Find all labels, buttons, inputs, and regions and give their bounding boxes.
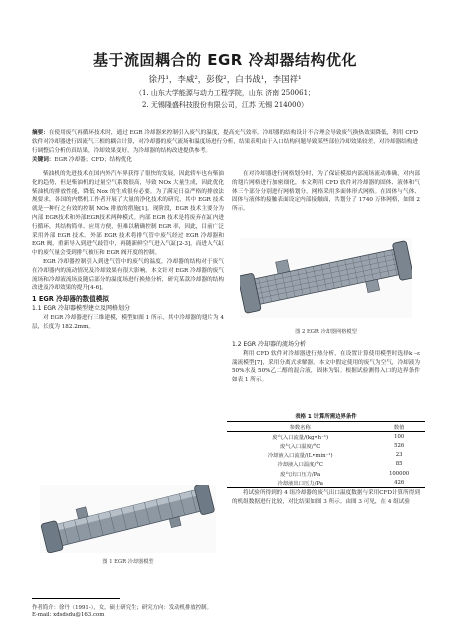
table-cell: 废气出口压力/Pa xyxy=(280,471,321,478)
abstract-label: 摘要： xyxy=(32,130,49,136)
table-cell: 526 xyxy=(394,442,405,449)
table-row xyxy=(227,469,425,478)
comparison-paragraph-text: 将试验所得到的 4 组冷却器的废气出口温度数据与采用CFD计算所得到的机组数据进行比较，对比结果如图 3 所示。由图 3 可见，在 4 组试验 xyxy=(232,490,420,505)
keywords-text: EGR 冷却器；CFD；结构优化 xyxy=(54,157,132,163)
mesh-paragraph-text: 在对冷却器进行网格划分时，为了保证模拟内部流场流动准确，对内部的翅片网格进行加密细化，本文利用 CFD 软件对冷却器的固体、液体和气体三个部分分别进行网格划分，网格采用多面体形式网格。在固体与气体、固体与液体的接触表面设定内部接触面，共划分了 1740 万体网格，如图 2 所示。 xyxy=(232,171,420,213)
paper-title: 基于流固耦合的 EGR 冷却器结构优化 xyxy=(92,51,358,69)
author-note: 作者简介：徐丹（1991-），女，硕士研究生；研究方向：发动机排放控制。 xyxy=(32,605,212,611)
table-cell: 426 xyxy=(394,479,405,486)
section-heading-1-1: 1.1 EGR 冷却器模型建立及网格划分 xyxy=(32,304,130,312)
keywords-label: 关键词： xyxy=(32,157,55,163)
comparison-paragraph xyxy=(232,489,420,507)
table-cell: 冷却液入口温度/°C xyxy=(277,462,323,469)
table-row xyxy=(227,451,425,460)
abstract xyxy=(32,129,418,155)
affiliation-2: 2. 无锡隆盛科技股份有限公司，江苏 无锡 214000） xyxy=(141,101,309,109)
author-list: 徐丹¹，李威²，彭俊²，白书战¹，李国祥¹ xyxy=(148,75,302,85)
footnote-divider xyxy=(32,598,120,599)
author-email: E-mail: xdsdsdu@163.com xyxy=(32,612,105,618)
intro-paragraph-2: EGR 冷却器控制引入到进气管中的废气的温度，冷却器的结构对于废气在冷却器内的流动情况及冷却效果有很大影响。本文针对 EGR 冷却器的废气流场和冷却液流场及随后部分的温度场进行换热分析，研究某款冷却器的结构改进及冷却效果的提升[4-6]。 xyxy=(32,258,224,292)
table-cell: 100 xyxy=(394,433,405,440)
left-column xyxy=(32,170,224,331)
affiliation-1: （1. 山东大学能源与动力工程学院，山东 济南 250061； xyxy=(134,89,316,97)
table-header-cell: 参数名称 xyxy=(289,424,311,431)
section-heading-1: 1 EGR 冷却器的数值模拟 xyxy=(32,295,109,304)
egr-cooler-model-figure xyxy=(40,485,216,553)
figure-2-caption: 图 2 EGR 冷却器网格模型 xyxy=(295,329,357,335)
mesh-paragraph xyxy=(232,170,420,214)
table-cell: 100000 xyxy=(389,470,410,477)
table-cell: 85 xyxy=(395,461,403,468)
table-row xyxy=(227,432,425,442)
table-cell: 废气入口温度/°C xyxy=(280,443,321,450)
mesh-model-paragraph: 对 EGR 冷却器进行三维建模，模型如图 1 所示，其中冷却器的翅片为 4 层，长度为 182.2mm。 xyxy=(32,314,224,330)
intro-paragraph-1: 柴油机的先进技术在国内外汽车界获得了很快的发展，因此轿车也有柴油化的趋势，但是柴油机的过量空气系数很高，导致 NOx 大量生成，因此优化柴油机的排放性能，降低 Nox 的生成很有必要。为了满足日益严格的排放法规要求，各国的内燃机工作者开展了大量的净化技术的研究，其中 EGR 技术就是一种行之有效的控制 NOx 排放的措施[1]。现阶段，EGR 技术主要分为内部 EGR技术和外部EGR技术两种模式。内部 EGR 技术是将废弃在缸内进行循环，其结构简单、应用方便，但难以精确控制 EGR 率，因此，目前广泛采用外部 EGR 技术。外部 EGR 技术将排气管中废气经过 EGR 冷却器和 EGR 阀，重新导入到进气歧管中，再随新鲜空气进入气缸[2-3]，而进入气缸中的废气量会受到排气被压和 EGR 阀开度的控制。 xyxy=(32,171,224,257)
table-cell: 23 xyxy=(395,452,403,459)
table-header-row xyxy=(227,422,425,432)
figure-1-caption: 图 1 EGR 冷却器模型 xyxy=(102,559,154,565)
flow-analysis-paragraph: 利用 CFD 软件对冷却器进行热分析，在设置计算使用模型时选择k –ε 湍流模型[7]，采用分离式求解器。本文中假定使用的废气为空气，冷却液为 50%水及 50%乙二醇的混合液，固体为铝。根据试验测得入口的边界条件如表 1 所示。 xyxy=(232,350,420,384)
flow-analysis-section xyxy=(232,341,420,385)
abstract-text: 在使用废气再循环技术时，通过 EGR 冷却器来控制引入废气的温度，提高充气效率。冷却器的结构设计不合理会导致废气换热效果降低，利用 CFD 软件对冷却器进行固流气三相的耦合计算，对冷却器的废气流场和温度场进行分析，结果表明由于入口结构问题导致某些部位冷却效果较差，对冷却器结构进行调整后分析仿真结果，冷却效果变好，为冷却器的结构改进提供参考。 xyxy=(32,130,418,154)
egr-cooler-mesh-figure xyxy=(240,238,412,318)
keywords xyxy=(32,155,132,163)
table-row xyxy=(227,441,425,450)
table-row xyxy=(227,460,425,469)
table-1-caption: 表格 1 计算所需边界条件 xyxy=(295,414,357,420)
boundary-conditions-table xyxy=(227,421,425,488)
table-header-cell: 数值 xyxy=(393,424,405,431)
table-row xyxy=(227,478,425,488)
table-cell: 冷却液入口流量/(L•min⁻¹) xyxy=(267,453,333,460)
section-heading-1-2: 1.2 EGR 冷却器的流场分析 xyxy=(232,341,306,348)
table-cell: 废气入口流量/(kg•h⁻¹) xyxy=(272,434,329,441)
table-cell: 冷却液出口压力/Pa xyxy=(277,480,323,487)
